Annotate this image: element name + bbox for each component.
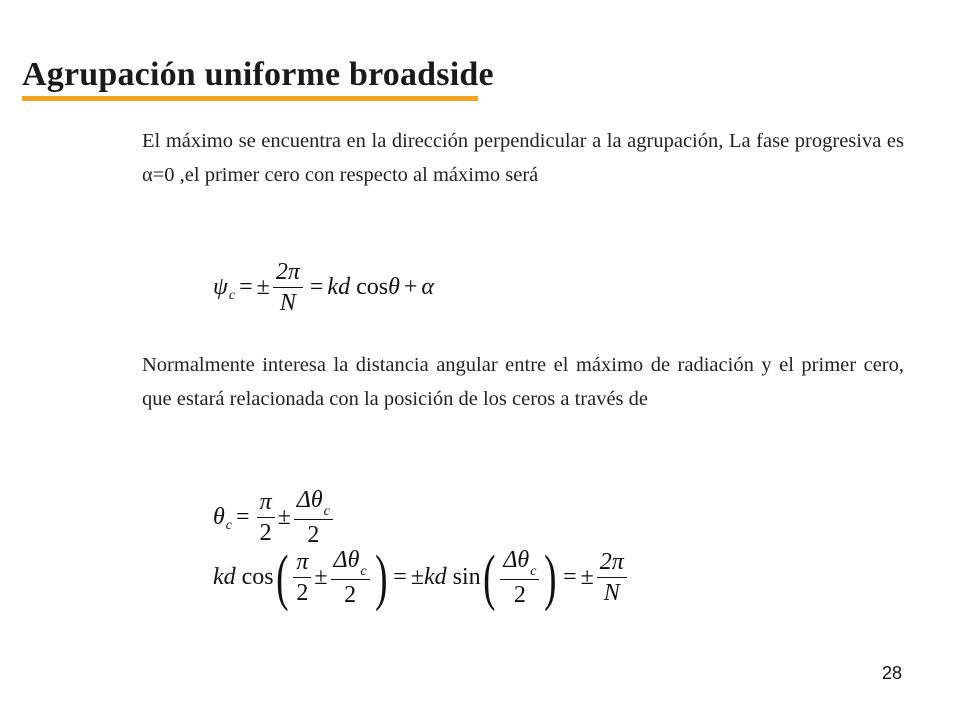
symbol-psi: ψ [213,274,228,300]
denominator: 2 [344,582,357,608]
subscript-c: c [228,287,236,303]
kd-term: kd [327,274,351,300]
plus-minus-sign: ± [314,564,328,590]
fraction-pi-over-2 [293,548,311,607]
fraction-2pi-over-n [273,258,303,317]
fraction-pi-over-2 [257,488,275,547]
equals-sign: = [236,504,250,530]
page-number: 28 [882,663,903,683]
plus-minus-sign: ± [277,504,291,530]
subscript-c: c [323,504,330,519]
equals-sign: = [309,274,324,300]
numerator: 2π [273,258,303,288]
plus-sign: + [403,274,418,300]
paragraph-angular-distance: Normalmente interesa la distancia angular entre el máximo de radiación y el primer cero, que estará relacionada con la posición de los ceros a través de [142,354,904,410]
equation-kd-cos-sin [213,543,630,612]
sin-function: sin [452,564,481,590]
cos-function: cos [356,274,389,300]
equation-theta-c [213,486,336,549]
subscript-c: c [225,517,233,533]
denominator: N [279,290,296,316]
plus-minus-sign: ± [410,564,424,590]
subscript-c: c [360,564,367,579]
numerator [331,546,370,580]
denominator: 2 [259,520,272,546]
numerator [500,546,539,580]
fraction-2pi-over-n [597,548,627,607]
right-paren: ) [544,543,557,612]
fraction-delta-theta-over-2 [500,546,539,609]
kd-term: kd [213,564,236,590]
numerator: π [293,548,311,578]
left-paren: ( [275,543,289,612]
symbol-theta: θ [213,504,225,530]
kd-term: kd [423,564,447,590]
subscript-c: c [530,564,537,579]
fraction-delta-theta-over-2 [331,546,370,609]
numerator: π [257,488,275,518]
delta-theta: Δθ [296,487,323,513]
denominator: 2 [307,522,320,548]
fraction-delta-theta-over-2 [294,486,333,549]
numerator: 2π [597,548,627,578]
denominator: 2 [296,580,309,606]
title-underline [22,96,478,101]
equals-sign: = [239,274,253,300]
right-paren: ) [374,543,388,612]
symbol-theta: θ [388,274,400,300]
equals-sign: = [393,564,407,590]
delta-theta: Δθ [503,547,530,573]
left-paren: ( [482,543,496,612]
cos-function: cos [241,564,274,590]
delta-theta: Δθ [333,547,360,573]
numerator [294,486,333,520]
plus-minus-sign: ± [580,564,594,590]
paragraph-first-zero: El máximo se encuentra en la dirección perpendicular a la agrupación, La fase progresiva es α=0 ,el primer cero con respecto al máximo será [142,130,904,186]
slide-title: Agrupación uniforme broadside [22,56,494,93]
denominator: N [603,580,620,606]
plus-minus-sign: ± [256,274,270,300]
equals-sign: = [563,564,577,590]
equation-psi-c [213,258,434,317]
denominator: 2 [513,582,526,608]
symbol-alpha: α [421,274,435,300]
